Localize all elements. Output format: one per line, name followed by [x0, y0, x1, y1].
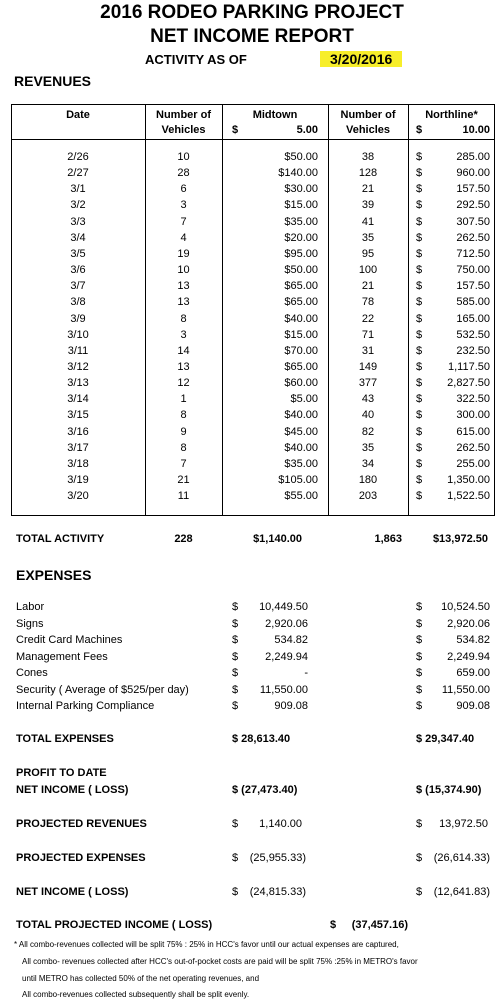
row-date: 3/14	[67, 393, 89, 406]
table-row	[0, 232, 504, 248]
expense-northline-amount: 2,249.94	[447, 650, 490, 663]
row-midtown-vehicles: 13	[177, 280, 190, 293]
row-northline-dollar: $	[416, 247, 423, 260]
row-northline-dollar: $	[416, 344, 423, 357]
row-midtown-amount: $65.00	[284, 296, 318, 309]
expense-northline-dollar: $	[416, 667, 423, 679]
row-northline-amount: 712.50	[456, 247, 490, 260]
row-northline-vehicles: 78	[361, 296, 375, 309]
expense-midtown-amount: -	[304, 667, 308, 679]
table-row	[0, 361, 504, 377]
row-midtown-amount: $30.00	[284, 183, 318, 196]
row-midtown-vehicles: 3	[180, 199, 187, 212]
row-midtown-amount: $40.00	[284, 441, 318, 454]
row-northline-vehicles: 203	[358, 490, 378, 503]
row-northline-amount: 232.50	[456, 344, 490, 357]
row-midtown-vehicles: 21	[177, 474, 190, 486]
row-northline-amount: 585.00	[456, 296, 490, 309]
table-row	[0, 474, 504, 490]
footnote-4: All combo-revenues collected subsequently shall be split evenly.	[22, 990, 250, 999]
expense-label: Cones	[16, 667, 48, 679]
table-row	[0, 426, 504, 442]
expense-northline-amount: 2,920.06	[447, 617, 490, 630]
row-midtown-vehicles: 6	[180, 183, 187, 196]
row-northline-amount: 1,117.50	[447, 360, 490, 373]
expense-midtown-dollar: $	[232, 634, 239, 646]
header-midtown-rate-sym: $	[232, 124, 239, 136]
table-row	[0, 442, 504, 458]
table-row	[0, 264, 504, 280]
header-date: Date	[66, 109, 90, 121]
row-date: 3/15	[67, 409, 89, 422]
row-date: 3/11	[67, 344, 89, 357]
row-date: 2/27	[67, 167, 89, 180]
expense-row	[0, 700, 504, 716]
expense-northline-dollar: $	[416, 650, 423, 663]
row-northline-amount: 322.50	[456, 393, 490, 406]
table-row	[0, 345, 504, 361]
expense-midtown-amount: 10,449.50	[259, 601, 308, 613]
total-expenses-row: TOTAL EXPENSES $ 28,613.40 $ 29,347.40	[16, 733, 475, 745]
header-midtown-count-2: Vehicles	[161, 124, 206, 136]
row-midtown-amount: $45.00	[284, 425, 318, 438]
row-northline-dollar: $	[416, 151, 423, 163]
expense-midtown-dollar: $	[232, 700, 239, 712]
row-northline-vehicles: 39	[361, 199, 375, 212]
expense-midtown-amount: 11,550.00	[259, 683, 308, 696]
row-date: 3/16	[67, 425, 89, 438]
row-northline-amount: 1,522.50	[447, 490, 490, 503]
row-midtown-amount: $60.00	[284, 377, 318, 390]
row-northline-amount: 157.50	[456, 183, 490, 196]
expense-row	[0, 684, 504, 700]
row-date: 3/17	[67, 441, 89, 454]
header-northline-rate: 10.00	[462, 124, 490, 136]
expense-northline-dollar: $	[416, 634, 423, 646]
table-row	[0, 199, 504, 215]
row-date: 3/7	[70, 280, 86, 293]
row-northline-vehicles: 82	[361, 425, 375, 438]
profit-label: PROFIT TO DATE	[16, 767, 107, 779]
row-northline-dollar: $	[416, 393, 423, 406]
row-northline-vehicles: 21	[361, 183, 375, 196]
activity-label: ACTIVITY AS OF	[145, 52, 247, 67]
row-northline-amount: 157.50	[456, 280, 490, 293]
expense-row	[0, 601, 504, 617]
row-northline-vehicles: 71	[361, 328, 375, 341]
projected-net-income-row: NET INCOME ( LOSS) $ (24,815.33) $ (12,641.83)	[16, 886, 490, 898]
header-northline: Northline*	[425, 109, 478, 121]
expense-midtown-amount: 909.08	[274, 700, 308, 712]
expense-northline-amount: 534.82	[456, 634, 490, 646]
row-midtown-vehicles: 8	[180, 441, 187, 454]
row-northline-vehicles: 43	[361, 393, 375, 406]
row-northline-amount: 615.00	[456, 425, 490, 438]
row-date: 3/18	[67, 457, 89, 470]
row-midtown-amount: $40.00	[284, 312, 318, 325]
row-midtown-amount: $35.00	[284, 457, 318, 470]
expense-northline-dollar: $	[416, 683, 423, 696]
table-row	[0, 151, 504, 167]
expense-midtown-dollar: $	[232, 650, 239, 663]
row-midtown-amount: $40.00	[284, 409, 318, 422]
row-northline-dollar: $	[416, 183, 423, 196]
row-northline-dollar: $	[416, 167, 423, 180]
row-northline-vehicles: 149	[358, 360, 378, 373]
row-midtown-vehicles: 9	[180, 425, 187, 438]
activity-date: 3/20/2016	[320, 51, 402, 67]
row-northline-amount: 300.00	[456, 409, 490, 422]
row-midtown-vehicles: 4	[180, 231, 187, 244]
row-northline-dollar: $	[416, 425, 423, 438]
row-midtown-amount: $55.00	[284, 490, 318, 503]
expenses-heading: EXPENSES	[16, 567, 92, 583]
row-midtown-vehicles: 11	[177, 490, 190, 503]
row-midtown-amount: $50.00	[284, 151, 318, 163]
header-northline-count-2: Vehicles	[345, 124, 391, 136]
row-northline-amount: 165.00	[456, 312, 490, 325]
row-northline-dollar: $	[416, 328, 423, 341]
expense-northline-dollar: $	[416, 601, 423, 613]
table-row	[0, 183, 504, 199]
row-northline-vehicles: 128	[358, 167, 378, 180]
row-northline-dollar: $	[416, 296, 423, 309]
report-subtitle: NET INCOME REPORT	[150, 26, 354, 47]
expense-northline-amount: 659.00	[456, 667, 490, 679]
row-date: 3/4	[70, 231, 86, 244]
row-northline-vehicles: 22	[361, 312, 375, 325]
row-northline-vehicles: 40	[361, 409, 375, 422]
projected-expenses-row: PROJECTED EXPENSES $ (25,955.33) $ (26,614.33)	[16, 852, 490, 864]
row-northline-amount: 292.50	[456, 199, 490, 212]
row-date: 3/5	[70, 247, 86, 260]
row-northline-vehicles: 35	[361, 441, 375, 454]
row-northline-amount: 285.00	[456, 151, 490, 163]
row-northline-dollar: $	[416, 215, 423, 228]
row-date: 3/20	[67, 490, 89, 503]
row-northline-vehicles: 100	[358, 264, 378, 277]
row-midtown-vehicles: 1	[180, 393, 187, 406]
row-northline-vehicles: 180	[358, 474, 378, 486]
expense-row	[0, 667, 504, 683]
table-row	[0, 167, 504, 183]
row-date: 3/19	[67, 474, 89, 486]
row-midtown-amount: $70.00	[284, 344, 318, 357]
row-midtown-vehicles: 12	[177, 377, 190, 390]
header-midtown-rate: 5.00	[296, 124, 318, 136]
row-northline-dollar: $	[416, 199, 423, 212]
expense-midtown-amount: 2,920.06	[265, 617, 308, 630]
row-northline-vehicles: 31	[361, 344, 375, 357]
projected-revenues-row: PROJECTED REVENUES $ 1,140.00 $ 13,972.50	[16, 818, 488, 830]
row-northline-vehicles: 34	[361, 457, 375, 470]
row-midtown-vehicles: 10	[177, 151, 190, 163]
table-row	[0, 377, 504, 393]
row-northline-dollar: $	[416, 441, 423, 454]
row-midtown-amount: $15.00	[284, 328, 318, 341]
row-midtown-amount: $15.00	[284, 199, 318, 212]
table-row	[0, 490, 504, 506]
expense-row	[0, 618, 504, 634]
header-midtown-count: Number of	[156, 109, 211, 121]
expense-row	[0, 651, 504, 667]
expense-midtown-amount: 534.82	[274, 634, 308, 646]
row-midtown-vehicles: 8	[180, 409, 187, 422]
row-northline-dollar: $	[416, 377, 423, 390]
row-midtown-vehicles: 7	[180, 215, 187, 228]
header-midtown: Midtown	[252, 109, 298, 121]
row-midtown-amount: $65.00	[284, 280, 318, 293]
row-northline-vehicles: 377	[358, 377, 378, 390]
total-projected-row: TOTAL PROJECTED INCOME ( LOSS) $ (37,457.16)	[16, 919, 408, 931]
row-northline-dollar: $	[416, 280, 423, 293]
table-row	[0, 280, 504, 296]
row-midtown-amount: $105.00	[278, 474, 318, 486]
expense-midtown-dollar: $	[232, 683, 239, 696]
row-northline-dollar: $	[416, 409, 423, 422]
row-northline-dollar: $	[416, 231, 423, 244]
expense-midtown-amount: 2,249.94	[265, 650, 308, 663]
report-title: 2016 RODEO PARKING PROJECT	[100, 2, 404, 23]
row-northline-vehicles: 38	[361, 151, 375, 163]
row-midtown-amount: $5.00	[290, 393, 318, 406]
table-row	[0, 216, 504, 232]
expense-label: Security ( Average of $525/per day)	[16, 683, 189, 696]
row-midtown-amount: $95.00	[284, 247, 318, 260]
table-row	[0, 248, 504, 264]
footnote-2: All combo- revenues collected after HCC's out-of-pocket costs are paid will be split 75% :25% in METRO's favor	[22, 957, 418, 966]
row-midtown-vehicles: 3	[180, 328, 187, 341]
expense-northline-amount: 11,550.00	[441, 683, 490, 696]
expense-northline-dollar: $	[416, 700, 423, 712]
row-northline-amount: 255.00	[456, 457, 490, 470]
expense-midtown-dollar: $	[232, 617, 239, 630]
table-row	[0, 313, 504, 329]
row-midtown-amount: $65.00	[284, 360, 318, 373]
table-row	[0, 329, 504, 345]
expense-midtown-dollar: $	[232, 601, 239, 613]
row-midtown-vehicles: 8	[180, 312, 187, 325]
row-northline-dollar: $	[416, 490, 423, 503]
row-midtown-vehicles: 7	[180, 457, 187, 470]
row-midtown-vehicles: 28	[177, 167, 190, 180]
row-northline-vehicles: 95	[361, 247, 375, 260]
row-northline-vehicles: 41	[361, 215, 375, 228]
row-northline-amount: 1,350.00	[447, 474, 490, 486]
row-northline-amount: 262.50	[456, 231, 490, 244]
header-northline-rate-sym: $	[416, 124, 423, 136]
expense-northline-amount: 909.08	[456, 700, 490, 712]
row-midtown-vehicles: 10	[177, 264, 190, 277]
expense-label: Signs	[16, 617, 44, 630]
expense-label: Labor	[16, 601, 45, 613]
row-northline-dollar: $	[416, 457, 423, 470]
row-date: 3/10	[67, 328, 89, 341]
row-date: 3/9	[70, 312, 86, 325]
row-northline-vehicles: 35	[361, 231, 375, 244]
footnote-3: until METRO has collected 50% of the net operating revenues, and	[22, 974, 260, 983]
row-midtown-amount: $140.00	[278, 167, 318, 180]
row-northline-dollar: $	[416, 360, 423, 373]
row-northline-dollar: $	[416, 264, 423, 277]
row-date: 3/1	[70, 183, 86, 196]
row-midtown-amount: $35.00	[284, 215, 318, 228]
row-northline-dollar: $	[416, 474, 423, 486]
row-date: 3/2	[70, 199, 86, 212]
expense-midtown-dollar: $	[232, 667, 239, 679]
table-row	[0, 458, 504, 474]
row-date: 3/8	[70, 296, 86, 309]
table-row	[0, 296, 504, 312]
row-northline-amount: 532.50	[456, 328, 490, 341]
expense-row	[0, 634, 504, 650]
expense-label: Credit Card Machines	[16, 634, 123, 646]
row-northline-amount: 960.00	[456, 167, 490, 180]
row-date: 3/12	[67, 360, 89, 373]
table-row	[0, 409, 504, 425]
row-northline-amount: 2,827.50	[447, 377, 490, 390]
expense-northline-dollar: $	[416, 617, 423, 630]
row-northline-amount: 307.50	[456, 215, 490, 228]
row-midtown-vehicles: 19	[177, 247, 190, 260]
header-northline-count: Number of	[340, 109, 396, 121]
row-date: 3/6	[70, 264, 86, 277]
total-activity-row: TOTAL ACTIVITY 228 $1,140.00 1,863 $13,972.50	[16, 533, 488, 545]
row-midtown-amount: $50.00	[284, 264, 318, 277]
footnote-1: * All combo-revenues collected will be split 75% : 25% in HCC's favor until our actual expenses are captured,	[14, 940, 399, 949]
row-midtown-vehicles: 14	[177, 344, 190, 357]
expense-label: Management Fees	[16, 650, 108, 663]
row-northline-amount: 262.50	[456, 441, 490, 454]
row-northline-dollar: $	[416, 312, 423, 325]
row-date: 2/26	[67, 151, 89, 163]
revenues-heading: REVENUES	[14, 73, 92, 89]
net-income-row: NET INCOME ( LOSS) $ (27,473.40) $ (15,374.90)	[16, 784, 482, 796]
expense-northline-amount: 10,524.50	[441, 601, 490, 613]
expense-label: Internal Parking Compliance	[16, 700, 155, 712]
row-midtown-vehicles: 13	[177, 360, 190, 373]
table-row	[0, 393, 504, 409]
row-date: 3/3	[70, 215, 86, 228]
row-midtown-amount: $20.00	[284, 231, 318, 244]
row-northline-amount: 750.00	[456, 264, 490, 277]
row-date: 3/13	[67, 377, 89, 390]
row-northline-vehicles: 21	[361, 280, 375, 293]
row-midtown-vehicles: 13	[177, 296, 190, 309]
